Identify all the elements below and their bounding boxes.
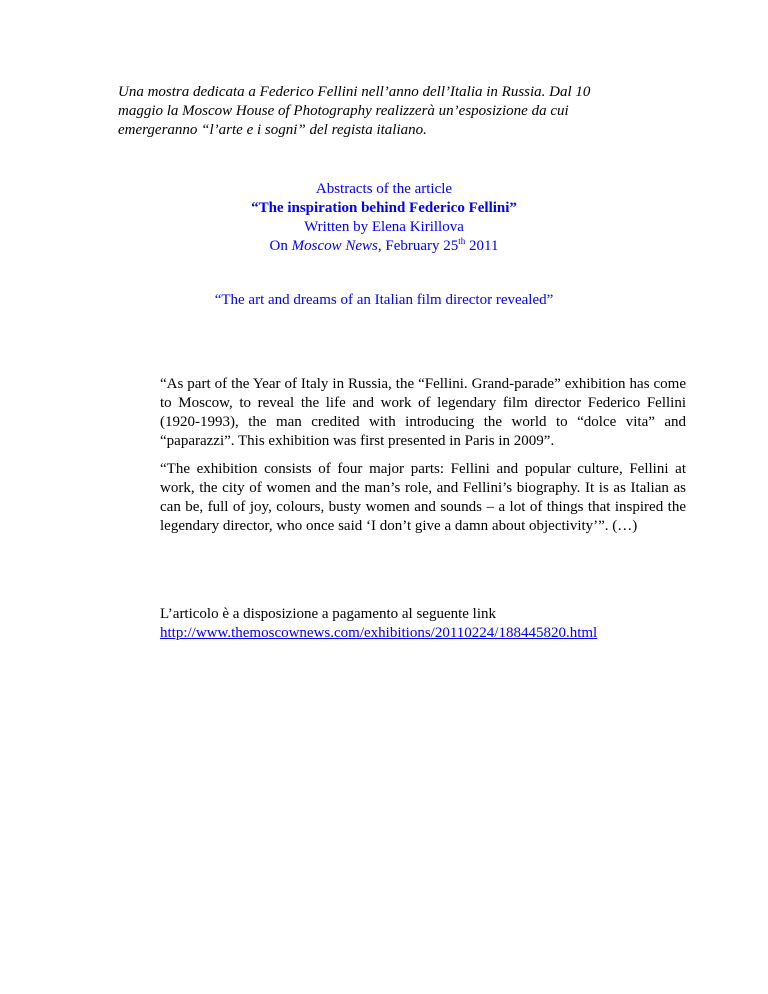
footer-block (160, 605, 720, 643)
article-title: “The inspiration behind Federico Fellini” (251, 200, 517, 216)
article-byline: Written by Elena Kirillova (304, 219, 464, 235)
paragraph-line: (1920-1993), the man credited with introducing the world to “dolce vita” and (160, 414, 686, 430)
paragraph-line: can be, full of joy, colours, busty women and sounds – a lot of things that inspired the (160, 499, 686, 515)
source-year: 2011 (465, 238, 499, 254)
intro-paragraph (118, 83, 638, 140)
paragraph-line: work, the city of women and the man’s role, and Fellini’s biography. It is as Italian as (160, 480, 686, 496)
article-subtitle: “The art and dreams of an Italian film director revealed” (214, 292, 554, 308)
source-name: Moscow News, (291, 238, 382, 254)
intro-line: emergeranno “l’arte e i sogni” del regista italiano. (118, 122, 427, 138)
paragraph-line: to Moscow, to reveal the life and work of legendary film director Federico Fellini (160, 395, 686, 411)
intro-line: maggio la Moscow House of Photography realizzerà un’esposizione da cui (118, 103, 569, 119)
paragraph-line: “As part of the Year of Italy in Russia, the “Fellini. Grand-parade” exhibition has come (160, 376, 686, 392)
source-date-suffix: th (458, 236, 466, 246)
body-paragraph-2 (160, 460, 686, 536)
intro-line: Una mostra dedicata a Federico Fellini nell’anno dell’Italia in Russia. Dal 10 (118, 84, 591, 100)
abstract-heading: Abstracts of the article (315, 181, 453, 197)
source-prefix: On (269, 238, 292, 254)
source-date: February 25 (381, 238, 459, 254)
paragraph-line: “paparazzi”. This exhibition was first presented in Paris in 2009”. (160, 433, 555, 449)
article-link[interactable]: http://www.themoscownews.com/exhibitions/20110224/188445820.html (160, 625, 598, 641)
paragraph-line: “The exhibition consists of four major parts: Fellini and popular culture, Fellini at (160, 461, 686, 477)
abstract-block (0, 180, 768, 256)
article-source (0, 237, 768, 256)
body-paragraph-1 (160, 375, 686, 451)
paragraph-line: legendary director, who once said ‘I don’t give a damn about objectivity’”. (…) (160, 518, 638, 534)
footer-note: L’articolo è a disposizione a pagamento al seguente link (160, 606, 497, 622)
